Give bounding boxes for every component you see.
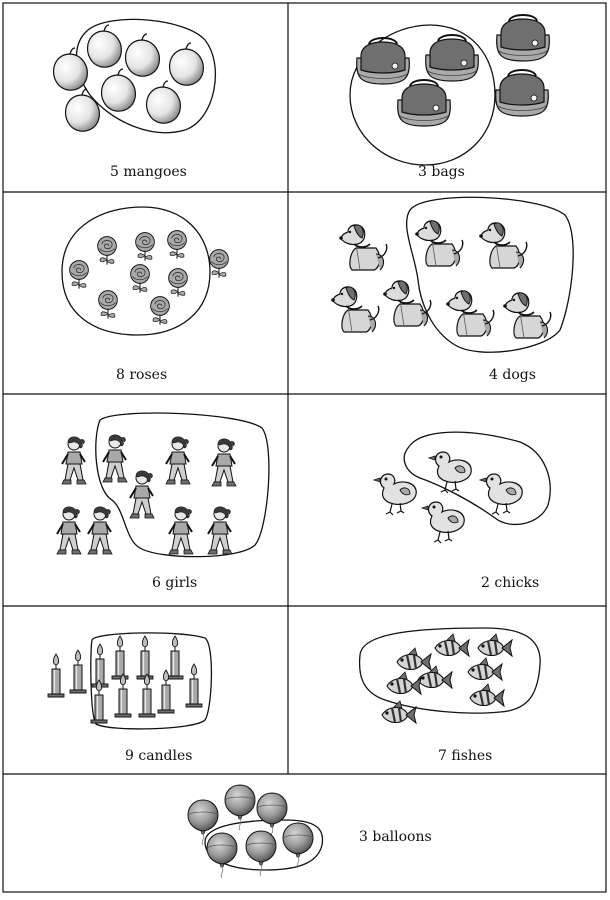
table-grid bbox=[3, 3, 606, 892]
fish-icon bbox=[418, 666, 452, 688]
fish-icon bbox=[470, 684, 504, 706]
candle-icon bbox=[115, 674, 131, 717]
girl-icon bbox=[169, 507, 193, 554]
girl-icon bbox=[212, 439, 236, 486]
rose-icon bbox=[136, 233, 155, 261]
girl-icon bbox=[208, 507, 232, 554]
dog-icon bbox=[339, 225, 387, 270]
rose-icon bbox=[151, 297, 170, 325]
rose-icon bbox=[168, 231, 187, 259]
fish-icon bbox=[387, 672, 421, 694]
fish-icon bbox=[478, 634, 512, 656]
mango-icon bbox=[54, 48, 88, 90]
rose-icon bbox=[169, 269, 188, 297]
cell-label-girls: 6 girls bbox=[152, 575, 198, 591]
dog-icon bbox=[479, 223, 527, 268]
bag-icon bbox=[357, 38, 410, 84]
fish-icon bbox=[382, 701, 416, 723]
candle-icon bbox=[70, 650, 86, 693]
candle-icon bbox=[92, 644, 108, 687]
rose-icon bbox=[70, 261, 89, 289]
cell-label-candles: 9 candles bbox=[125, 748, 193, 764]
fish-icon bbox=[397, 648, 431, 670]
dog-icon bbox=[415, 221, 463, 266]
rose-icon bbox=[98, 237, 117, 265]
cell-label-bags: 3 bags bbox=[418, 164, 465, 180]
girl-icon bbox=[166, 437, 190, 484]
rose-icon bbox=[131, 265, 150, 293]
dog-icon bbox=[331, 287, 379, 332]
dog-icon bbox=[446, 291, 494, 336]
cell-label-dogs: 4 dogs bbox=[489, 367, 536, 383]
mango-icon bbox=[126, 34, 160, 76]
bag-icon bbox=[398, 80, 451, 126]
candle-icon bbox=[48, 654, 64, 697]
mango-icon bbox=[102, 69, 136, 111]
bag-icon bbox=[426, 35, 479, 81]
fish-icon bbox=[468, 658, 502, 680]
cell-label-roses: 8 roses bbox=[116, 367, 168, 383]
cell-label-balloons: 3 balloons bbox=[359, 829, 432, 845]
cell-label-chicks: 2 chicks bbox=[481, 575, 540, 591]
candle-icon bbox=[186, 664, 202, 707]
candle-icon bbox=[139, 674, 155, 717]
balloon-icon bbox=[207, 833, 237, 878]
mango-icon bbox=[88, 25, 122, 67]
fish-icon bbox=[435, 634, 469, 656]
girl-icon bbox=[103, 435, 127, 482]
rose-icon bbox=[99, 291, 118, 319]
girl-icon bbox=[130, 471, 154, 518]
chick-icon bbox=[429, 452, 471, 493]
mango-icon bbox=[147, 81, 181, 123]
candle-icon bbox=[112, 636, 128, 679]
chick-icon bbox=[480, 474, 522, 515]
chick-icon bbox=[374, 474, 416, 515]
cell-label-mangoes: 5 mangoes bbox=[110, 164, 187, 180]
candle-icon bbox=[137, 636, 153, 679]
dog-icon bbox=[503, 293, 551, 338]
girl-icon bbox=[88, 507, 112, 554]
chick-icon bbox=[422, 502, 464, 543]
rose-icon bbox=[210, 250, 229, 278]
girl-icon bbox=[62, 437, 86, 484]
candle-icon bbox=[167, 636, 183, 679]
girl-icon bbox=[57, 507, 81, 554]
cell-label-fishes: 7 fishes bbox=[438, 748, 493, 764]
bag-icon bbox=[497, 15, 550, 61]
bag-icon bbox=[496, 70, 549, 116]
mango-icon bbox=[170, 43, 204, 85]
mango-icon bbox=[66, 89, 100, 131]
chick-group-loop bbox=[404, 432, 550, 524]
